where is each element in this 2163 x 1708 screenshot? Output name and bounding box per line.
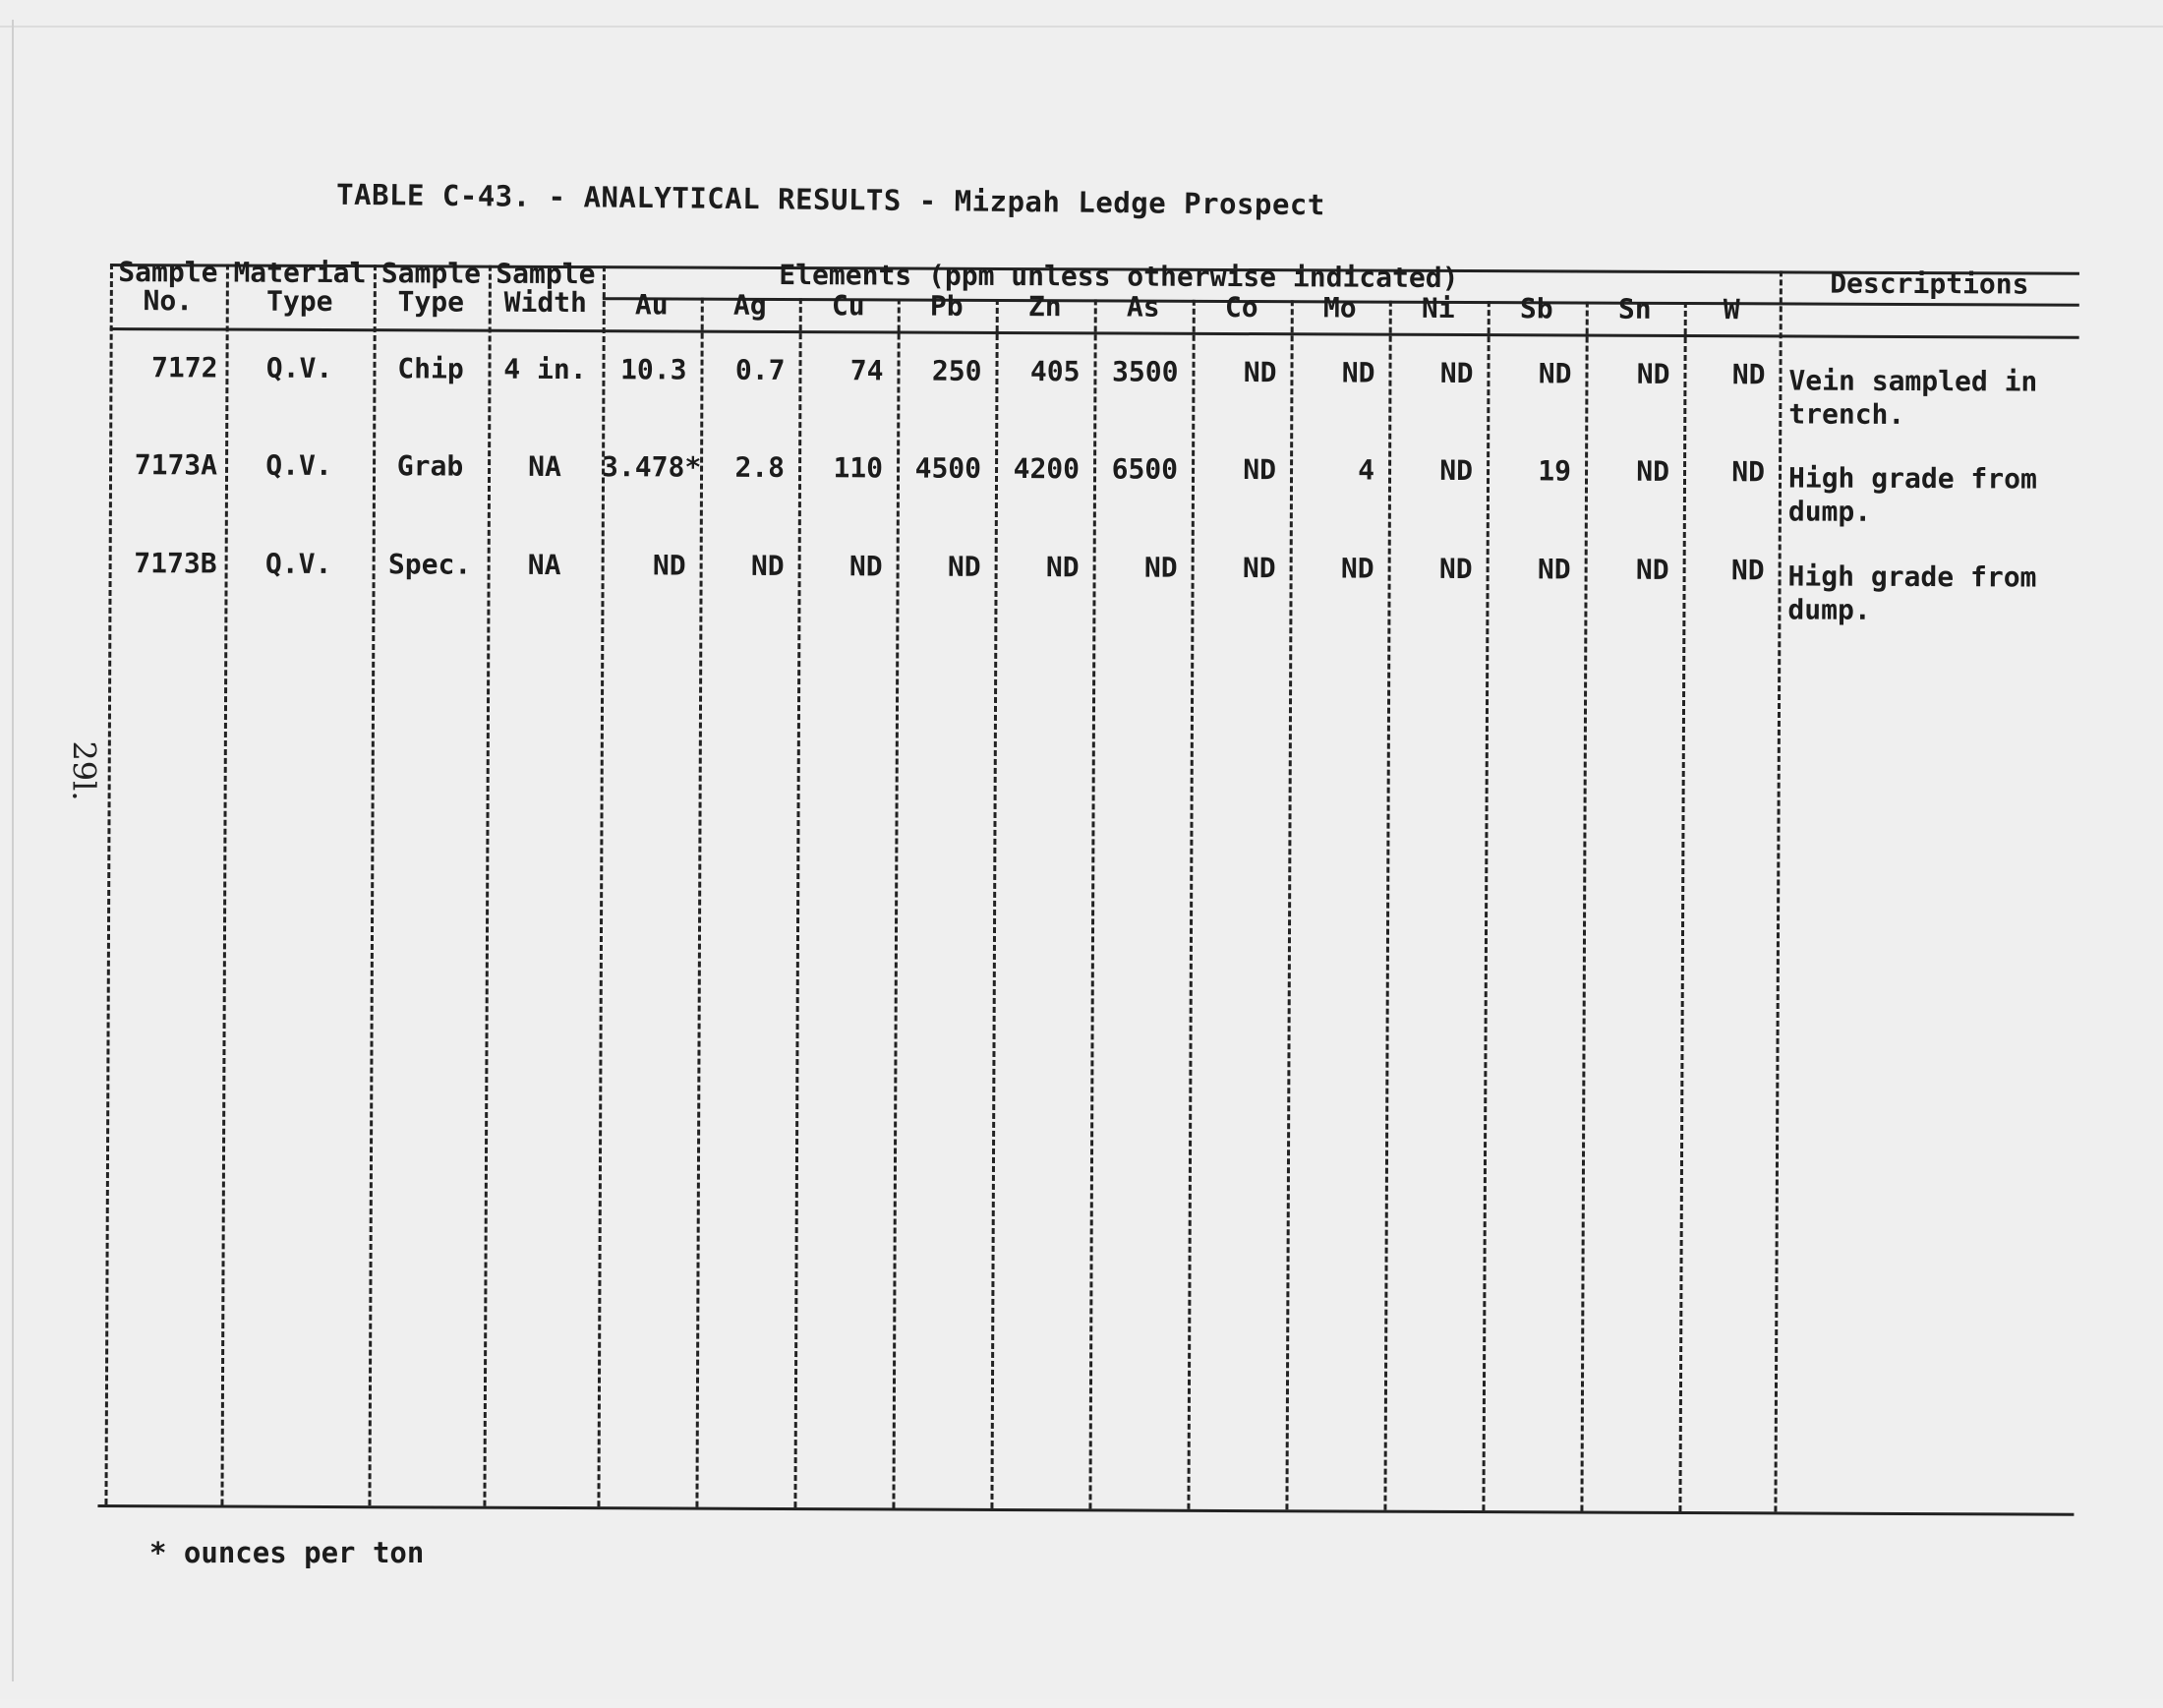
header-element-cu: Cu: [831, 289, 865, 323]
header-element-sb: Sb: [1519, 292, 1553, 325]
header-material-type-line1: Material: [233, 256, 367, 290]
cell-element-zn: 405: [1029, 355, 1081, 388]
header-element-pb: Pb: [929, 289, 964, 323]
cell-material-type: Q.V.: [265, 351, 333, 384]
cell-sample-type: Chip: [397, 352, 464, 385]
header-sample-width-line2: Width: [503, 285, 588, 320]
cell-element-as: ND: [1143, 551, 1178, 584]
cell-material-type: Q.V.: [264, 547, 332, 580]
cell-sample-type: Spec.: [387, 548, 472, 581]
cell-description: High grade from dump.: [1787, 461, 2037, 528]
header-sample-type-line2: Type: [397, 285, 465, 319]
handwritten-page-number: 29l.: [65, 740, 103, 801]
cell-description: High grade from dump.: [1787, 560, 2037, 626]
header-sample-width-line1: Sample: [496, 257, 596, 291]
header-element-mo: Mo: [1322, 291, 1357, 324]
header-element-w: W: [1723, 293, 1740, 326]
header-descriptions: Descriptions: [1830, 266, 2029, 301]
header-element-ni: Ni: [1421, 291, 1455, 324]
cell-element-au: 3.478*: [601, 450, 702, 484]
header-material-type-line2: Type: [266, 284, 333, 318]
cell-element-au: ND: [652, 549, 686, 582]
cell-element-as: 3500: [1111, 355, 1179, 388]
header-element-au: Au: [634, 288, 669, 322]
cell-element-sb: 19: [1538, 454, 1572, 488]
header-sample-no-line2: No.: [143, 284, 194, 318]
cell-element-w: ND: [1730, 554, 1765, 587]
cell-description: Vein sampled in trench.: [1788, 364, 2038, 431]
cell-element-cu: ND: [848, 550, 883, 583]
cell-sample-width: 4 in.: [503, 352, 587, 386]
cell-element-ag: 2.8: [734, 450, 786, 485]
header-element-zn: Zn: [1027, 290, 1062, 324]
cell-element-pb: ND: [947, 550, 981, 583]
cell-element-zn: ND: [1045, 551, 1080, 584]
cell-element-pb: 250: [931, 354, 982, 387]
cell-element-w: ND: [1731, 455, 1766, 489]
column-divider: [1774, 270, 1783, 1511]
cell-element-co: ND: [1243, 356, 1277, 389]
cell-element-as: 6500: [1111, 452, 1179, 486]
cell-element-w: ND: [1731, 358, 1766, 391]
cell-element-mo: 4: [1358, 453, 1375, 487]
cell-element-sn: ND: [1635, 553, 1669, 586]
cell-element-sb: ND: [1538, 357, 1572, 390]
cell-element-co: ND: [1243, 453, 1277, 487]
cell-sample-type: Grab: [396, 449, 464, 483]
header-sample-type-line1: Sample: [380, 257, 482, 290]
cell-sample-width: NA: [528, 449, 561, 484]
cell-element-mo: ND: [1340, 552, 1374, 585]
table-bottom-rule: [97, 1504, 2074, 1516]
header-element-as: As: [1126, 290, 1160, 324]
cell-element-pb: 4500: [914, 451, 982, 485]
cell-element-sn: ND: [1636, 357, 1670, 390]
header-element-sn: Sn: [1617, 292, 1652, 325]
header-sample-no-line1: Sample: [118, 256, 218, 289]
cell-element-ni: ND: [1439, 453, 1474, 488]
cell-element-mo: ND: [1341, 356, 1375, 389]
cell-element-ni: ND: [1439, 356, 1474, 390]
cell-element-ag: ND: [750, 549, 785, 583]
cell-sample-no: 7172: [150, 351, 218, 384]
cell-sample-width: NA: [527, 548, 561, 582]
cell-element-cu: 110: [833, 451, 884, 485]
table-title: TABLE C-43. - ANALYTICAL RESULTS - Mizpah Ledge Prospect: [335, 177, 1326, 222]
header-elements-group: Elements (ppm unless otherwise indicated): [779, 258, 1459, 294]
header-element-ag: Ag: [732, 288, 767, 322]
cell-element-sn: ND: [1636, 454, 1670, 488]
cell-element-ag: 0.7: [734, 353, 786, 387]
header-element-co: Co: [1224, 290, 1258, 324]
cell-element-zn: 4200: [1013, 452, 1081, 486]
cell-element-sb: ND: [1537, 553, 1571, 586]
cell-element-cu: 74: [849, 354, 884, 387]
cell-element-ni: ND: [1438, 552, 1473, 586]
cell-element-co: ND: [1242, 552, 1276, 585]
cell-element-au: 10.3: [619, 353, 687, 386]
footnote: * ounces per ton: [149, 1536, 425, 1569]
cell-material-type: Q.V.: [265, 448, 332, 482]
cell-sample-no: 7173A: [134, 448, 218, 482]
cell-sample-no: 7173B: [134, 547, 217, 580]
